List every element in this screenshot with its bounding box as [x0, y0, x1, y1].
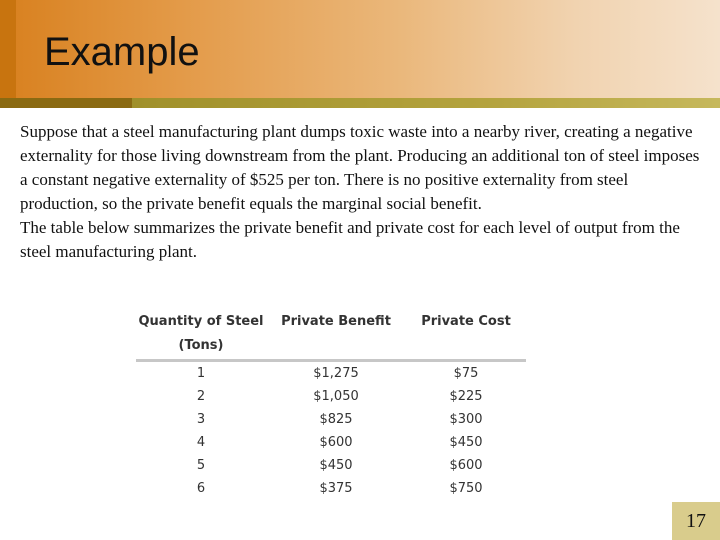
- slide-number: 17: [672, 502, 720, 540]
- table-row: [136, 408, 526, 431]
- paragraph-table-intro: The table below summarizes the private benefit and private cost for each level of output from the steel manufacturing plant.: [20, 218, 680, 261]
- cell-quantity: 1: [196, 366, 206, 381]
- cell-private-cost: $600: [449, 458, 483, 473]
- table-header-row: [136, 310, 526, 334]
- cell-private-benefit: $825: [319, 412, 353, 427]
- cell-private-benefit: $375: [319, 481, 353, 496]
- header-quantity-unit: (Tons): [136, 334, 266, 361]
- cell-private-cost: $450: [449, 435, 483, 450]
- cell-quantity: 2: [196, 389, 206, 404]
- table-row: [136, 361, 526, 386]
- cell-private-benefit: $600: [319, 435, 353, 450]
- cell-quantity: 4: [196, 435, 206, 450]
- paragraph-externality: Suppose that a steel manufacturing plant dumps toxic waste into a nearby river, creating a negative externality for those living downstream from the plant. Producing an additional ton of steel imposes a constant negative externality of $525 per ton. There is no positive externality from steel production, so the private benefit equals the marginal social benefit.: [20, 122, 700, 213]
- cell-quantity: 6: [196, 481, 206, 496]
- cell-private-benefit: $450: [319, 458, 353, 473]
- header-spacer: [406, 334, 526, 361]
- table-row: [136, 477, 526, 500]
- cell-quantity: 5: [196, 458, 206, 473]
- title-rule: [132, 98, 720, 108]
- cell-private-cost: $750: [449, 481, 483, 496]
- table-row: [136, 454, 526, 477]
- cell-private-cost: $300: [449, 412, 483, 427]
- table-row: [136, 385, 526, 408]
- slide-body: [20, 120, 700, 264]
- title-bar: [0, 0, 720, 98]
- cell-private-benefit: $1,275: [313, 366, 359, 381]
- header-private-cost: Private Cost: [421, 314, 511, 329]
- header-quantity: Quantity of Steel: [138, 314, 264, 329]
- table-header-row-2: [136, 334, 526, 361]
- slide-title: Example: [44, 30, 200, 74]
- left-accent-bar: [0, 0, 16, 108]
- header-spacer: [266, 334, 406, 361]
- header-private-benefit: Private Benefit: [281, 314, 391, 329]
- table-row: [136, 431, 526, 454]
- cell-private-cost: $75: [453, 366, 479, 381]
- steel-table: [136, 310, 526, 500]
- cell-quantity: 3: [196, 412, 206, 427]
- cell-private-cost: $225: [449, 389, 483, 404]
- cell-private-benefit: $1,050: [313, 389, 359, 404]
- title-rule-dark: [0, 98, 132, 108]
